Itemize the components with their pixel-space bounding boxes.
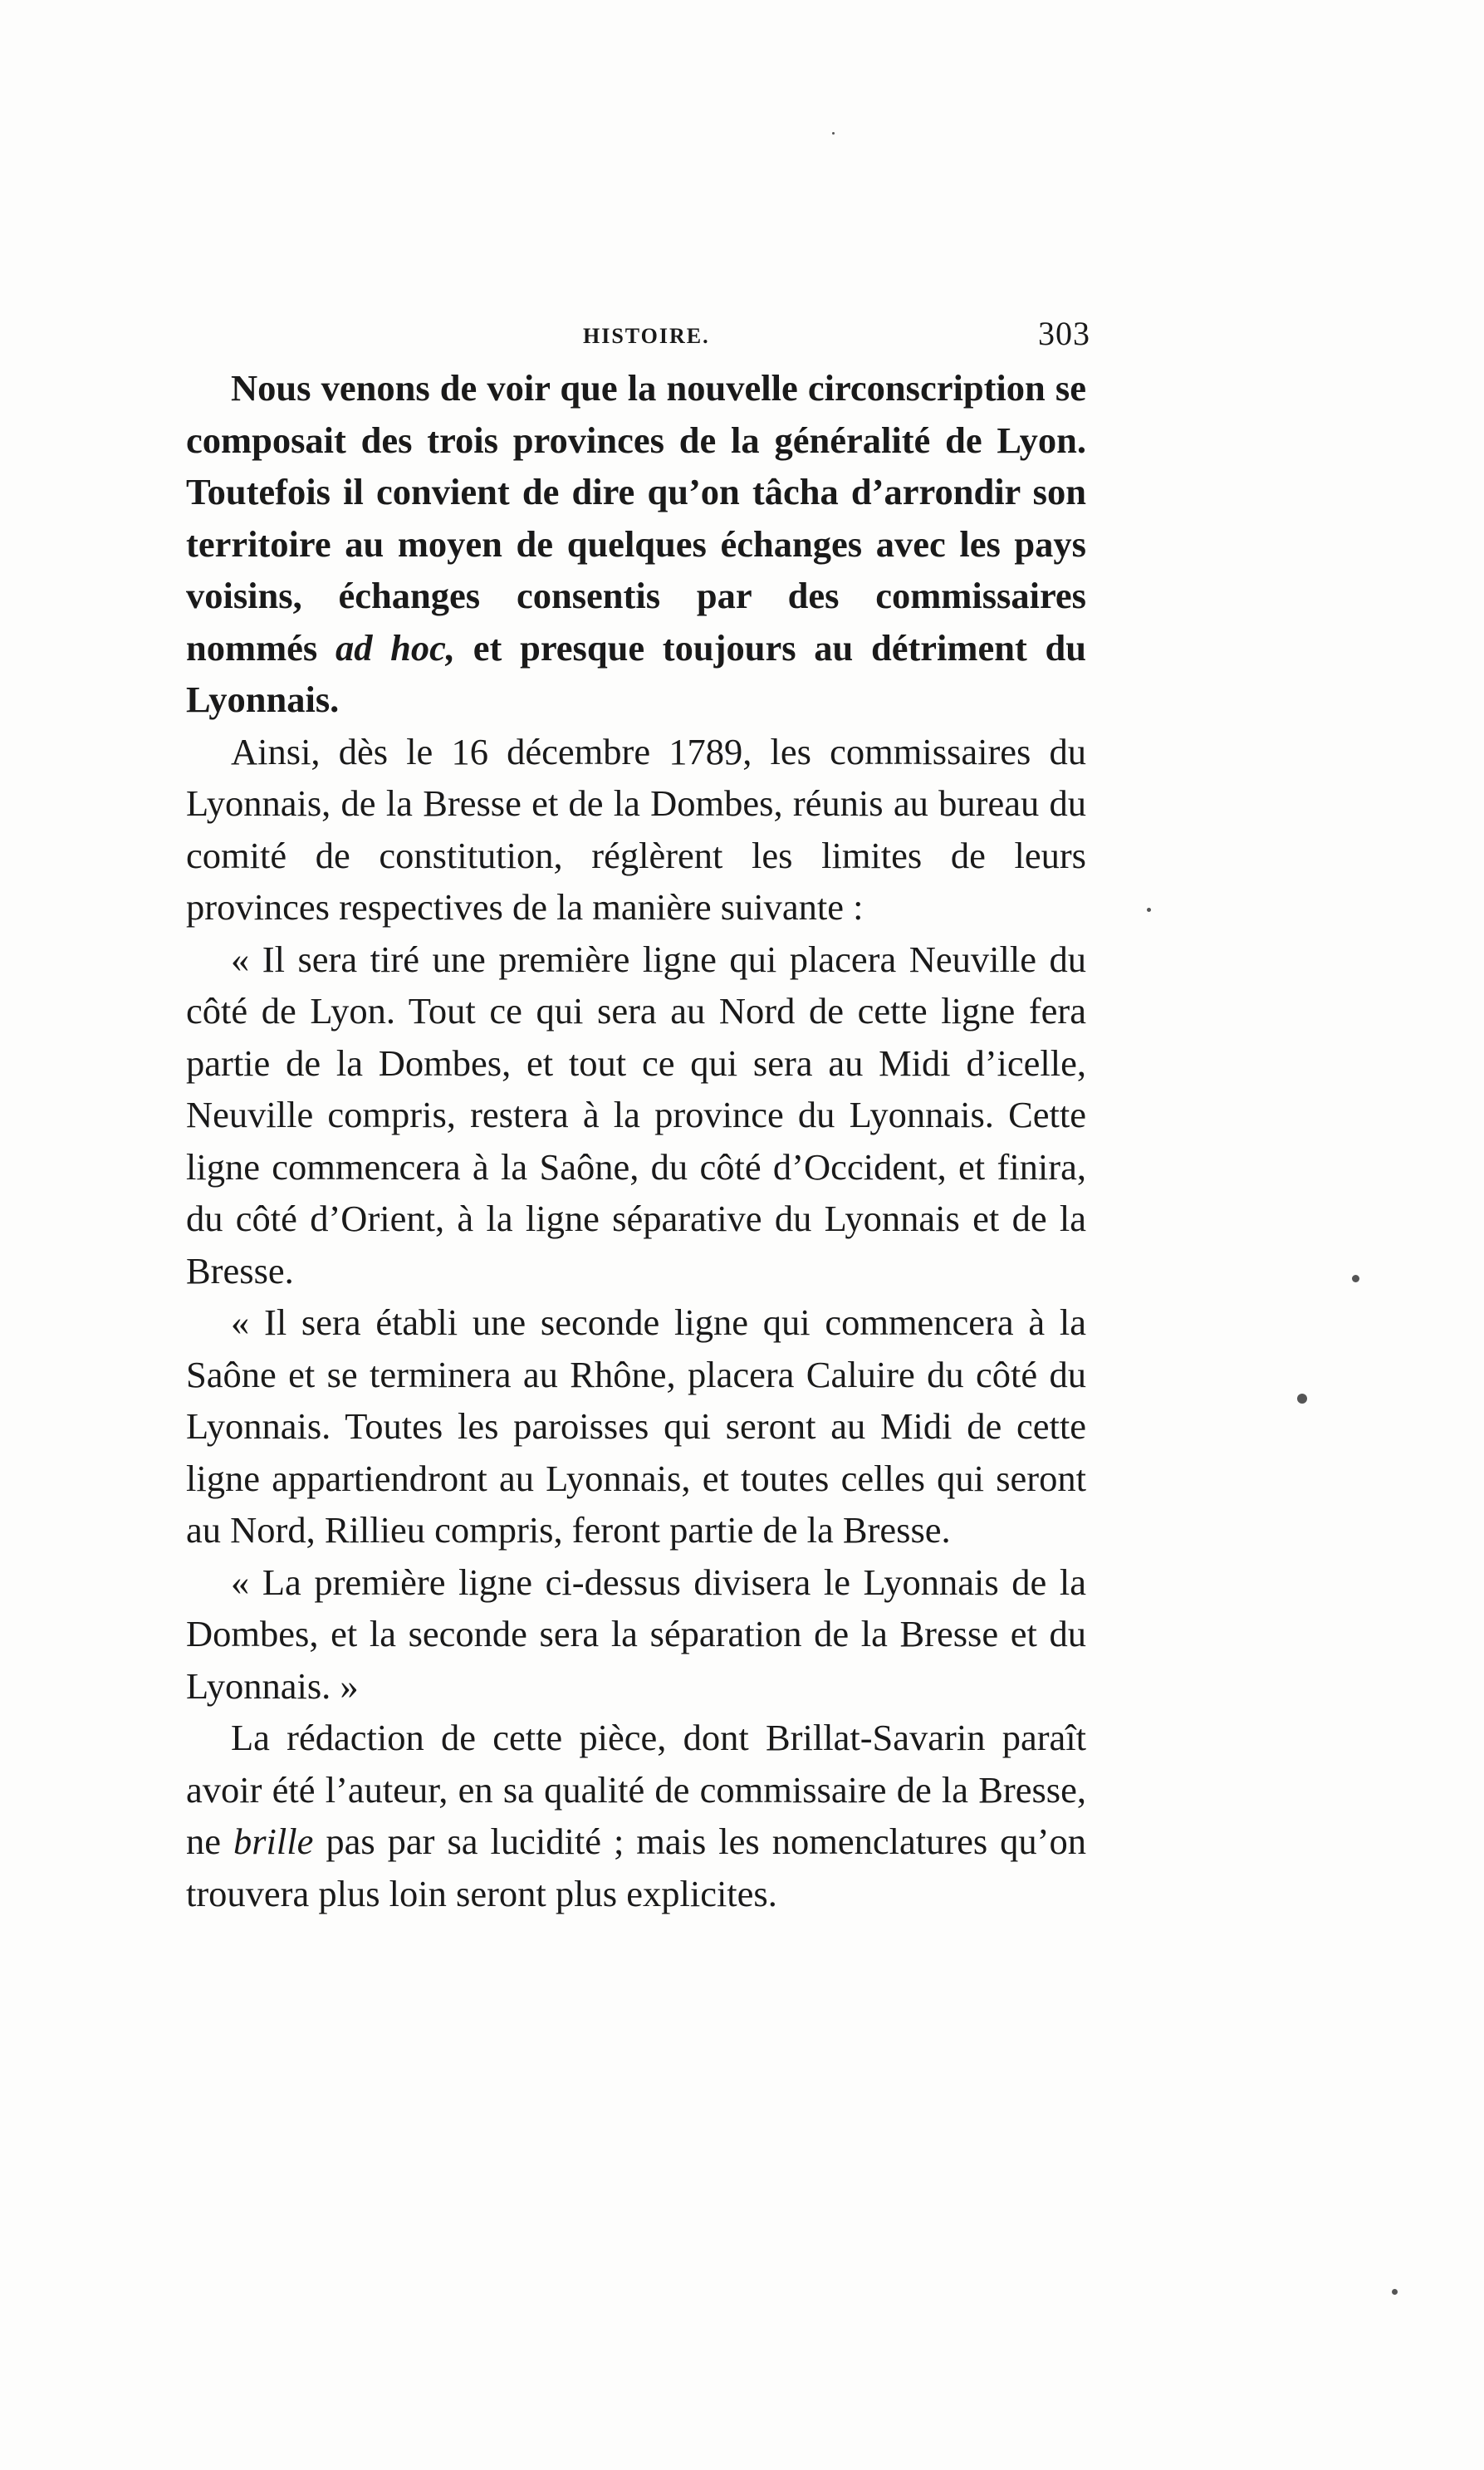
paragraph-1-text-end: et presque toujours au détriment du Lyonnais.: [186, 626, 1086, 720]
paragraph-1-text: Nous venons de voir que la nouvelle circonscription se composait des trois provinces de la généralité de Lyon. Toutefois il convient de dire qu’on tâcha d’arrondir son territoire au moyen de quelques échanges avec les pays voisins, échanges consentis par des commissaires nommés: [186, 367, 1086, 669]
print-speck: [1147, 908, 1151, 912]
page-number: 303: [1038, 315, 1090, 352]
paragraph-6-emphasis: brille: [233, 1821, 314, 1862]
paragraph-6: [186, 1712, 1086, 1919]
running-title: HISTOIRE.: [583, 324, 710, 348]
body-text: [186, 362, 1086, 1919]
print-speck: [1297, 1394, 1307, 1404]
paragraph-3-quote: « Il sera tiré une première ligne qui placera Neuville du côté de Lyon. Tout ce qui sera au Nord de cette ligne fera partie de la Dombes, et tout ce qui sera au Midi d’icelle, Neuville compris, restera à la province du Lyonnais. Cette ligne commencera à la Saône, du côté d’Occident, et finira, du côté d’Orient, à la ligne séparative du Lyonnais et de la Bresse.: [186, 938, 1086, 1291]
paragraph-2: Ainsi, dès le 16 décembre 1789, les commissaires du Lyonnais, de la Bresse et de la Dombes, réunis au bureau du comité de constitution, réglèrent les limites de leurs provinces respectives de la manière suivante :: [186, 730, 1086, 928]
paragraph-6-text: La rédaction de cette pièce, dont Brillat-Savarin paraît avoir été l’auteur, en sa qualité de commissaire de la Bresse, ne: [186, 1717, 1086, 1862]
print-speck: [1352, 1275, 1359, 1282]
running-header: [189, 314, 1090, 364]
paragraph-6-text-end: pas par sa lucidité ; mais les nomenclatures qu’on trouvera plus loin seront plus explicites.: [186, 1821, 1086, 1914]
paragraph-5-quote: « La première ligne ci-dessus divisera le Lyonnais de la Dombes, et la seconde sera la séparation de la Bresse et du Lyonnais. »: [186, 1561, 1086, 1707]
print-speck: [832, 132, 835, 135]
paragraph-4-quote: « Il sera établi une seconde ligne qui commencera à la Saône et se terminera au Rhône, placera Caluire du côté du Lyonnais. Toutes les paroisses qui seront au Midi de cette ligne appartiendront au Lyonnais, et toutes celles qui seront au Nord, Rillieu compris, feront partie de la Bresse.: [186, 1301, 1086, 1551]
paragraph-1-emphasis: ad hoc,: [335, 626, 456, 669]
print-speck: [1392, 2289, 1398, 2295]
paragraph-1: [186, 362, 1086, 726]
